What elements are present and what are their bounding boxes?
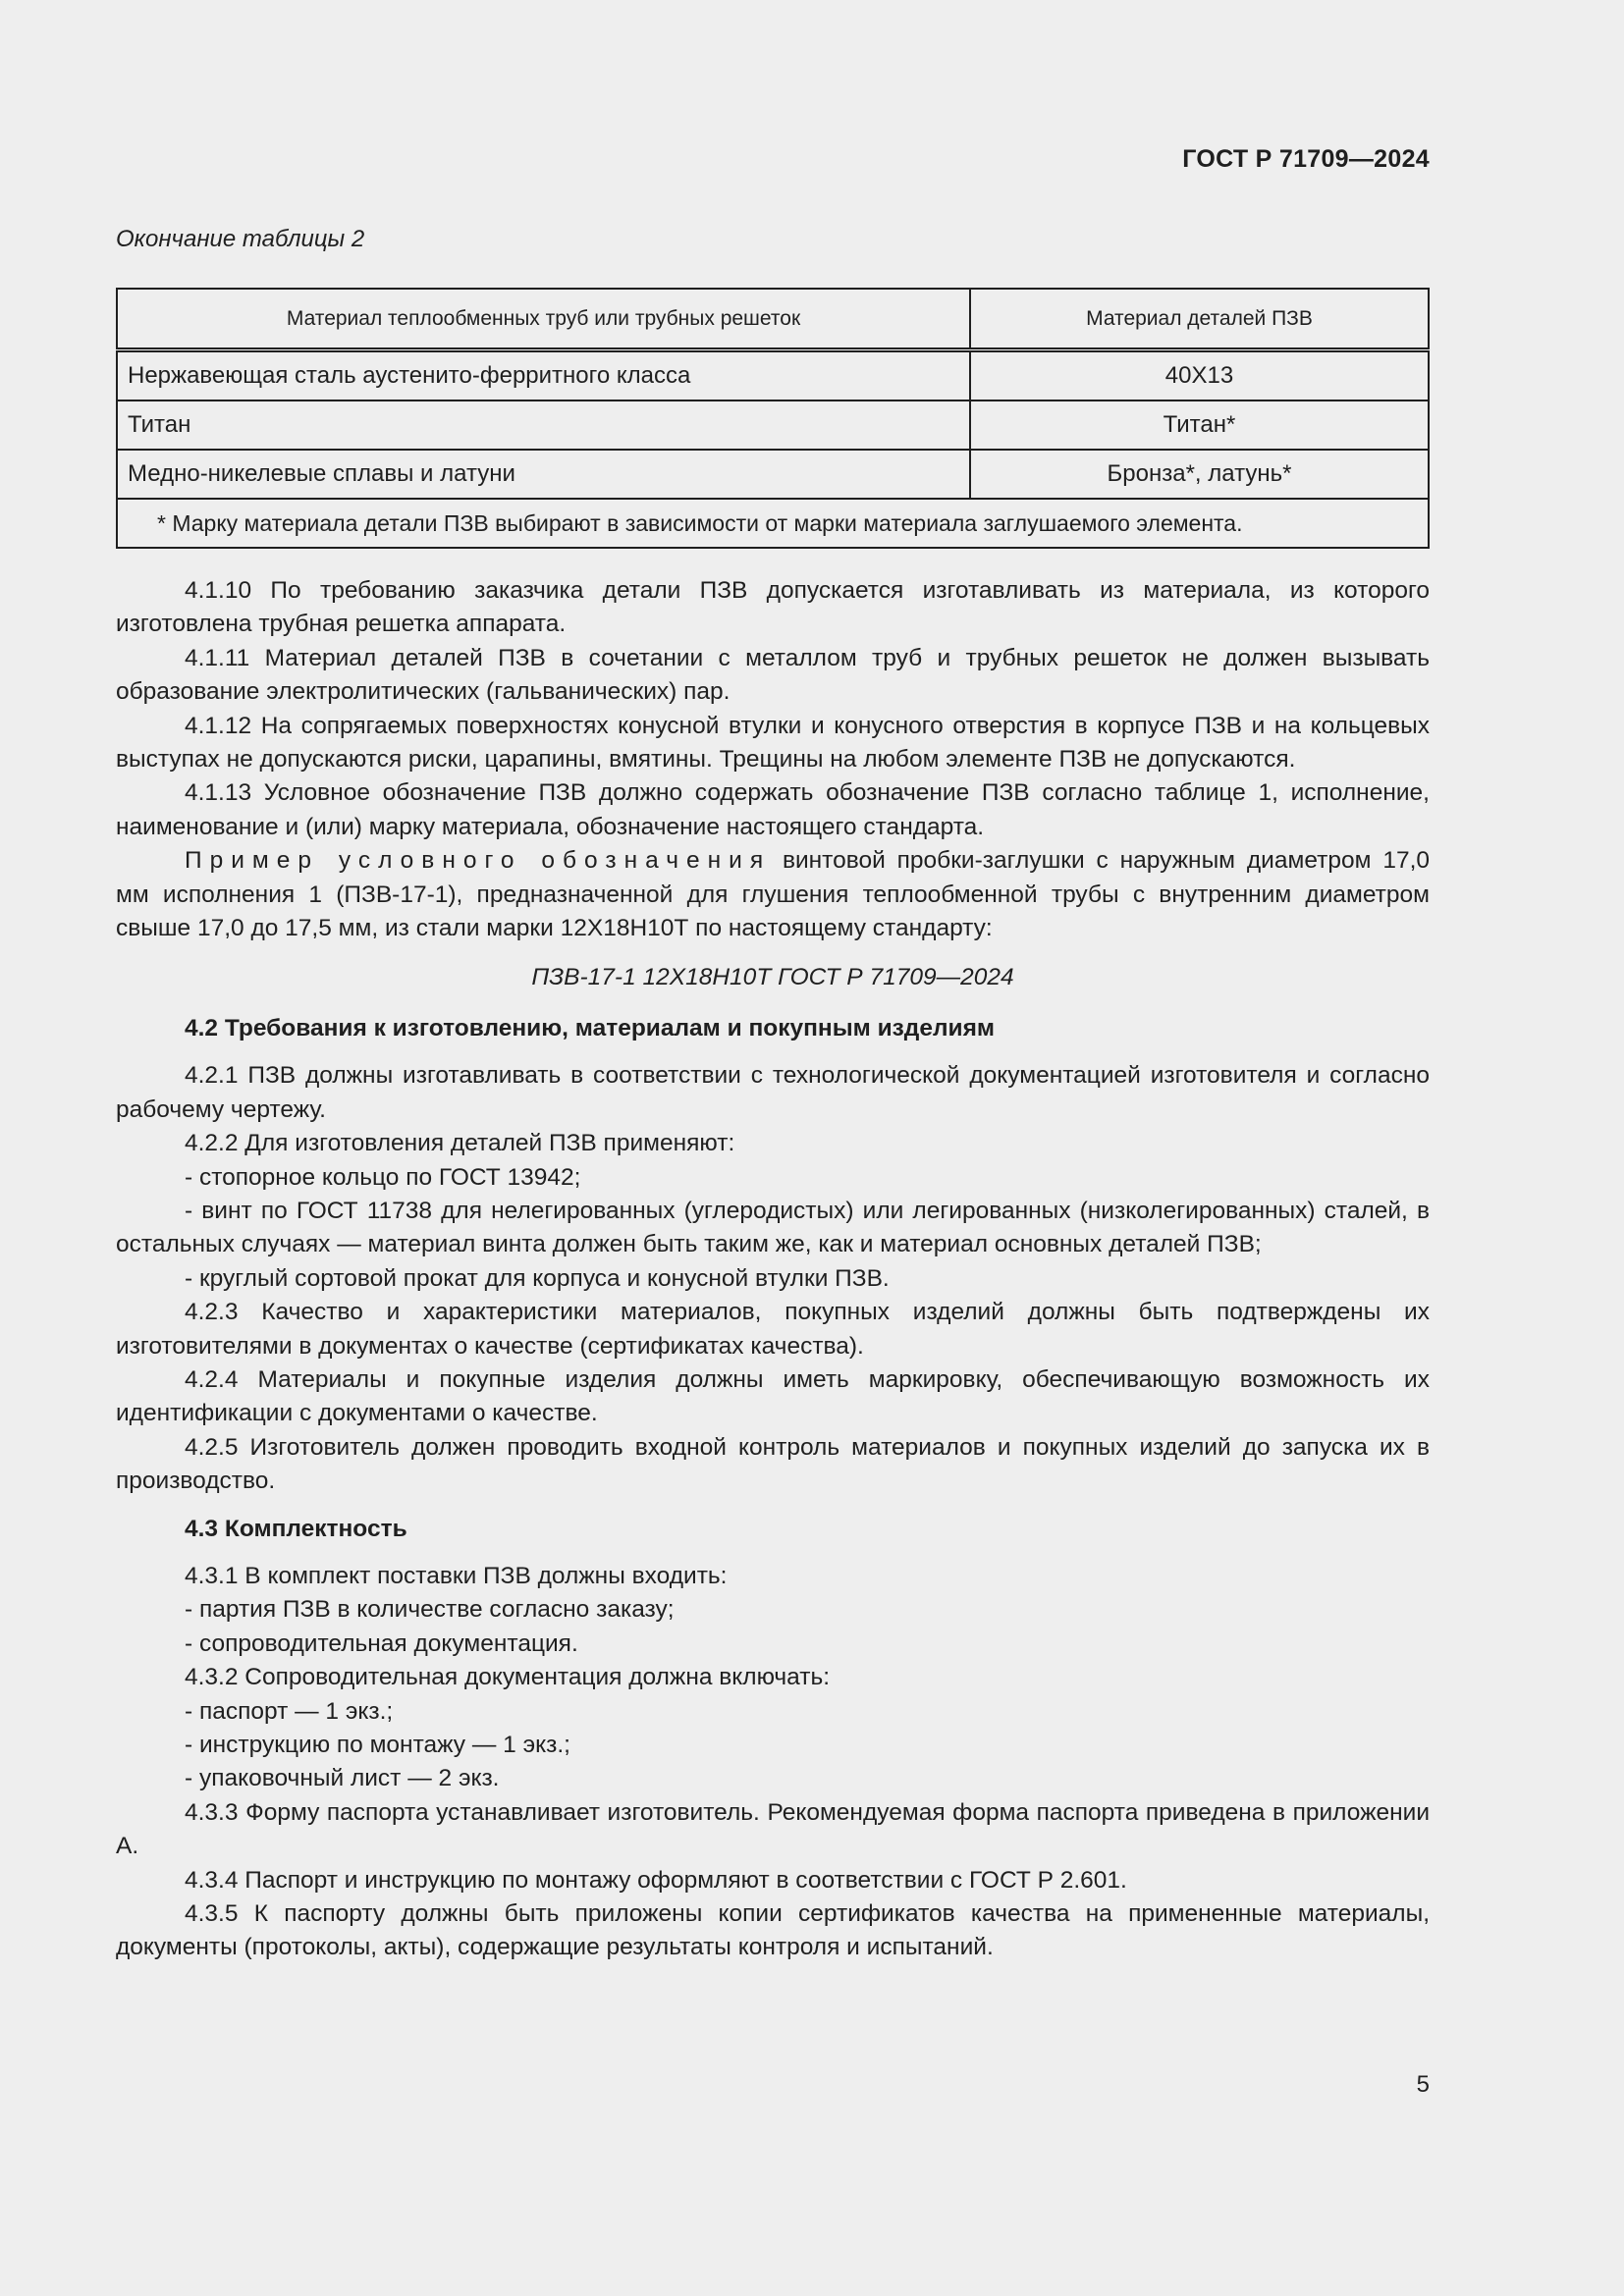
paragraph-4-2-2: 4.2.2 Для изготовления деталей ПЗВ применяют:	[185, 1130, 735, 1157]
document-body	[116, 574, 1430, 1965]
table-caption: Окончание таблицы 2	[116, 226, 365, 252]
list-item: - винт по ГОСТ 11738 для нелегированных (углеродистых) или легированных (низколегированных) сталей, в остальных случаях — материал винта должен быть таким же, как и материал основных деталей ПЗВ;	[116, 1197, 1430, 1258]
table-cell: Бронза*, латунь*	[970, 450, 1429, 499]
designation-example: ПЗВ-17-1 12Х18Н10Т ГОСТ Р 71709—2024	[531, 964, 1014, 991]
table-cell: Нержавеющая сталь аустенито-ферритного класса	[117, 350, 970, 401]
list-item: - инструкцию по монтажу — 1 экз.;	[185, 1732, 570, 1758]
paragraph-4-3-3: 4.3.3 Форму паспорта устанавливает изготовитель. Рекомендуемая форма паспорта приведена в приложении А.	[116, 1798, 1430, 1860]
list-item: - паспорт — 1 экз.;	[185, 1697, 394, 1725]
table-footnote-row	[117, 499, 1429, 548]
example-paragraph	[116, 844, 1430, 945]
table-cell: Медно-никелевые сплавы и латуни	[117, 450, 970, 499]
list-item: - упаковочный лист — 2 экз.	[185, 1765, 500, 1792]
materials-table	[116, 288, 1430, 549]
column-header-tube-material: Материал теплообменных труб или трубных решеток	[117, 289, 970, 350]
paragraph-4-2-3: 4.2.3 Качество и характеристики материалов, покупных изделий должны быть подтверждены их изготовителями в документах о качестве (сертификатах качества).	[116, 1299, 1430, 1360]
paragraph-4-3-1: 4.3.1 В комплект поставки ПЗВ должны входить:	[185, 1562, 728, 1589]
standard-designation: ГОСТ Р 71709—2024	[1182, 145, 1430, 173]
section-heading-4-2: 4.2 Требования к изготовлению, материалам и покупным изделиям	[185, 1014, 996, 1041]
list-item: - круглый сортовой прокат для корпуса и конусной втулки ПЗВ.	[185, 1264, 890, 1292]
paragraph-4-2-5: 4.2.5 Изготовитель должен проводить входной контроль материалов и покупных изделий до запуска их в производство.	[116, 1433, 1430, 1495]
list-item: - партия ПЗВ в количестве согласно заказу;	[185, 1596, 675, 1624]
paragraph-4-1-11: 4.1.11 Материал деталей ПЗВ в сочетании с металлом труб и трубных решеток не должен вызывать образование электролитических (гальванических) пар.	[116, 644, 1430, 706]
list-item: - стопорное кольцо по ГОСТ 13942;	[185, 1163, 581, 1191]
table-cell: Титан*	[970, 400, 1429, 450]
table-cell: 40Х13	[970, 350, 1429, 401]
paragraph-4-2-1: 4.2.1 ПЗВ должны изготавливать в соответствии с технологической документацией изготовителя и согласно рабочему чертежу.	[116, 1062, 1430, 1123]
table-header-row	[117, 289, 1429, 350]
table-row	[117, 400, 1429, 450]
paragraph-4-1-13: 4.1.13 Условное обозначение ПЗВ должно содержать обозначение ПЗВ согласно таблице 1, исполнение, наименование и (или) марку материала, обозначение настоящего стандарта.	[116, 779, 1430, 840]
table-cell: Титан	[117, 400, 970, 450]
list-item: - сопроводительная документация.	[185, 1629, 578, 1657]
column-header-pzv-material: Материал деталей ПЗВ	[970, 289, 1429, 350]
example-text: винтовой пробки-заглушки с наружным диаметром 17,0 мм исполнения 1 (ПЗВ-17-1), предназначенной для глушения теплообменной трубы с внутренним диаметром свыше 17,0 до 17,5 мм, из стали марки 12Х18Н10Т по настоящему стандарту:	[116, 847, 1430, 942]
example-label: Пример условного обозначения	[185, 847, 772, 875]
paragraph-4-3-5: 4.3.5 К паспорту должны быть приложены копии сертификатов качества на примененные материалы, документы (протоколы, акты), содержащие результаты контроля и испытаний.	[116, 1900, 1430, 1961]
paragraph-4-3-2: 4.3.2 Сопроводительная документация должна включать:	[185, 1664, 831, 1691]
paragraph-4-3-4: 4.3.4 Паспорт и инструкцию по монтажу оформляют в соответствии с ГОСТ Р 2.601.	[185, 1866, 1127, 1894]
page-number: 5	[1416, 2071, 1430, 2098]
table-footnote: * Марку материала детали ПЗВ выбирают в зависимости от марки материала заглушаемого элемента.	[117, 499, 1429, 548]
paragraph-4-1-12: 4.1.12 На сопрягаемых поверхностях конусной втулки и конусного отверстия в корпусе ПЗВ и на кольцевых выступах не допускаются риски, царапины, вмятины. Трещины на любом элементе ПЗВ не допускаются.	[116, 712, 1430, 774]
table-row	[117, 450, 1429, 499]
section-heading-4-3: 4.3 Комплектность	[185, 1515, 407, 1542]
table-row	[117, 350, 1429, 401]
paragraph-4-2-4: 4.2.4 Материалы и покупные изделия должны иметь маркировку, обеспечивающую возможность их идентификации с документами о качестве.	[116, 1365, 1430, 1427]
paragraph-4-1-10: 4.1.10 По требованию заказчика детали ПЗВ допускается изготавливать из материала, из которого изготовлена трубная решетка аппарата.	[116, 577, 1430, 638]
